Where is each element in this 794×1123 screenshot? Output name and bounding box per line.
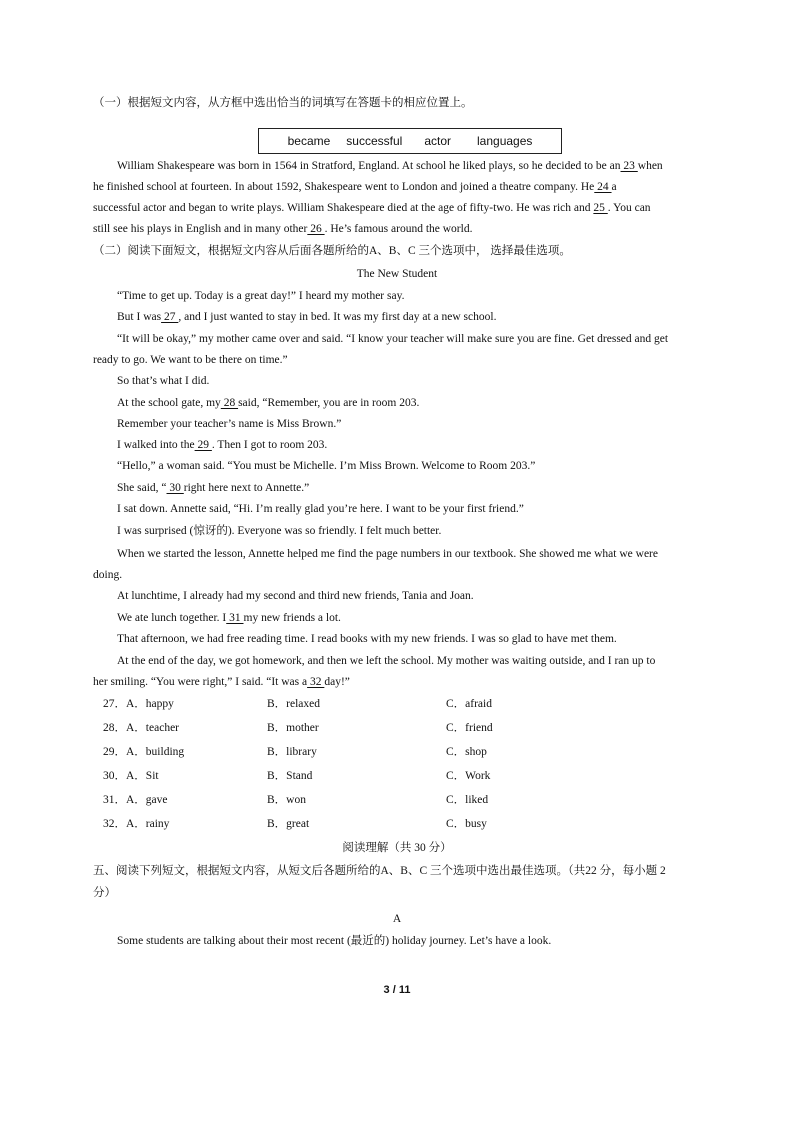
passage1-line: still see his plays in English and in many other 26 . He’s famous around the world. bbox=[93, 223, 473, 235]
story-line: So that’s what I did. bbox=[117, 375, 210, 387]
word-box bbox=[258, 128, 562, 154]
blank-24: 24 bbox=[594, 181, 612, 193]
story-line: her smiling. “You were right,” I said. “It was a 32 day!” bbox=[93, 676, 350, 688]
story-line: I sat down. Annette said, “Hi. I’m really glad you’re here. I want to be your first friend.” bbox=[117, 503, 524, 515]
question-32-options: 32．A．rainy bbox=[103, 818, 170, 830]
passage1-line: he finished school at fourteen. In about 1592, Shakespeare went to London and joined a theatre company. He 24 a bbox=[93, 181, 617, 193]
passage1-line: William Shakespeare was born in 1564 in Stratford, England. At school he liked plays, so he decided to be an 23 when bbox=[117, 160, 663, 172]
blank-29: 29 bbox=[194, 439, 212, 451]
option-b: B．library bbox=[267, 746, 317, 758]
blank-23: 23 bbox=[620, 160, 638, 172]
story-line: She said, “ 30 right here next to Annette.” bbox=[117, 482, 310, 494]
blank-27: 27 bbox=[161, 311, 179, 323]
question-30-options: 30．A．Sit bbox=[103, 770, 159, 782]
part-label: A bbox=[392, 913, 402, 925]
story-line: At the end of the day, we got homework, and then we left the school. My mother was waiting outside, and I ran up to bbox=[117, 655, 656, 667]
story-line: “Hello,” a woman said. “You must be Michelle. I’m Miss Brown. Welcome to Room 203.” bbox=[117, 460, 536, 472]
option-c: C．busy bbox=[446, 818, 487, 830]
option-b: B．mother bbox=[267, 722, 319, 734]
passage-title: The New Student bbox=[356, 268, 438, 280]
word-box-item: languages bbox=[477, 134, 533, 148]
section5-instruction: 五、阅读下列短文，根据短文内容，从短文后各题所给的A、B、C 三个选项中选出最佳选项。（共22 分，每小题 2 bbox=[93, 865, 666, 877]
section-heading: 阅读理解（共 30 分） bbox=[342, 842, 452, 854]
option-b: B．Stand bbox=[267, 770, 313, 782]
word-box-item: successful bbox=[346, 134, 403, 148]
story-line: We ate lunch together. I 31 my new friends a lot. bbox=[117, 612, 341, 624]
option-c: C．Work bbox=[446, 770, 491, 782]
blank-31: 31 bbox=[226, 612, 244, 624]
blank-26: 26 bbox=[307, 223, 325, 235]
section2-instruction: （二）阅读下面短文，根据短文内容从后面各题所给的A、B、C 三个选项中， 选择最佳选项。 bbox=[93, 245, 571, 257]
option-c: C．liked bbox=[446, 794, 489, 806]
option-b: B．won bbox=[267, 794, 306, 806]
section5-instruction-cont: 分） bbox=[93, 887, 116, 899]
blank-30: 30 bbox=[166, 482, 184, 494]
blank-25: 25 bbox=[593, 202, 608, 214]
part-a-intro: Some students are talking about their most recent (最近的) holiday journey. Let’s have a look. bbox=[117, 935, 552, 947]
question-28-options: 28．A．teacher bbox=[103, 722, 179, 734]
story-line: At lunchtime, I already had my second and third new friends, Tania and Joan. bbox=[117, 590, 474, 602]
story-line: doing. bbox=[93, 569, 123, 581]
option-b: B．great bbox=[267, 818, 310, 830]
blank-32: 32 bbox=[307, 676, 325, 688]
story-line: I walked into the 29 . Then I got to room 203. bbox=[117, 439, 328, 451]
page-number: 3 / 11 bbox=[383, 984, 411, 996]
story-line: I was surprised (惊讶的). Everyone was so friendly. I felt much better. bbox=[117, 525, 442, 537]
question-29-options: 29．A．building bbox=[103, 746, 185, 758]
story-line: But I was 27 , and I just wanted to stay in bed. It was my first day at a new school. bbox=[117, 311, 497, 323]
option-b: B．relaxed bbox=[267, 698, 321, 710]
passage1-line: successful actor and began to write plays. William Shakespeare died at the age of fifty-two. He was rich and 25 . You can bbox=[93, 202, 651, 214]
section1-instruction: （一）根据短文内容，从方框中选出恰当的词填写在答题卡的相应位置上。 bbox=[93, 97, 473, 109]
blank-28: 28 bbox=[220, 397, 239, 409]
story-line: “It will be okay,” my mother came over and said. “I know your teacher will make sure you are fine. Get dressed and get bbox=[117, 333, 669, 345]
option-c: C．shop bbox=[446, 746, 487, 758]
story-line: “Time to get up. Today is a great day!” I heard my mother say. bbox=[117, 290, 405, 302]
question-27-options: 27．A．happy bbox=[103, 698, 174, 710]
option-c: C．afraid bbox=[446, 698, 492, 710]
story-line: Remember your teacher’s name is Miss Brown.” bbox=[117, 418, 342, 430]
story-line: When we started the lesson, Annette helped me find the page numbers in our textbook. She showed me what we were bbox=[117, 548, 658, 560]
option-c: C．friend bbox=[446, 722, 493, 734]
word-box-item: actor bbox=[424, 134, 452, 148]
story-line: At the school gate, my 28 said, “Remember, you are in room 203. bbox=[117, 397, 420, 409]
word-box-item: became bbox=[287, 134, 331, 148]
story-line: That afternoon, we had free reading time. I read books with my new friends. I was so glad to have met them. bbox=[117, 633, 617, 645]
question-31-options: 31．A．gave bbox=[103, 794, 168, 806]
story-line: ready to go. We want to be there on time.” bbox=[93, 354, 288, 366]
